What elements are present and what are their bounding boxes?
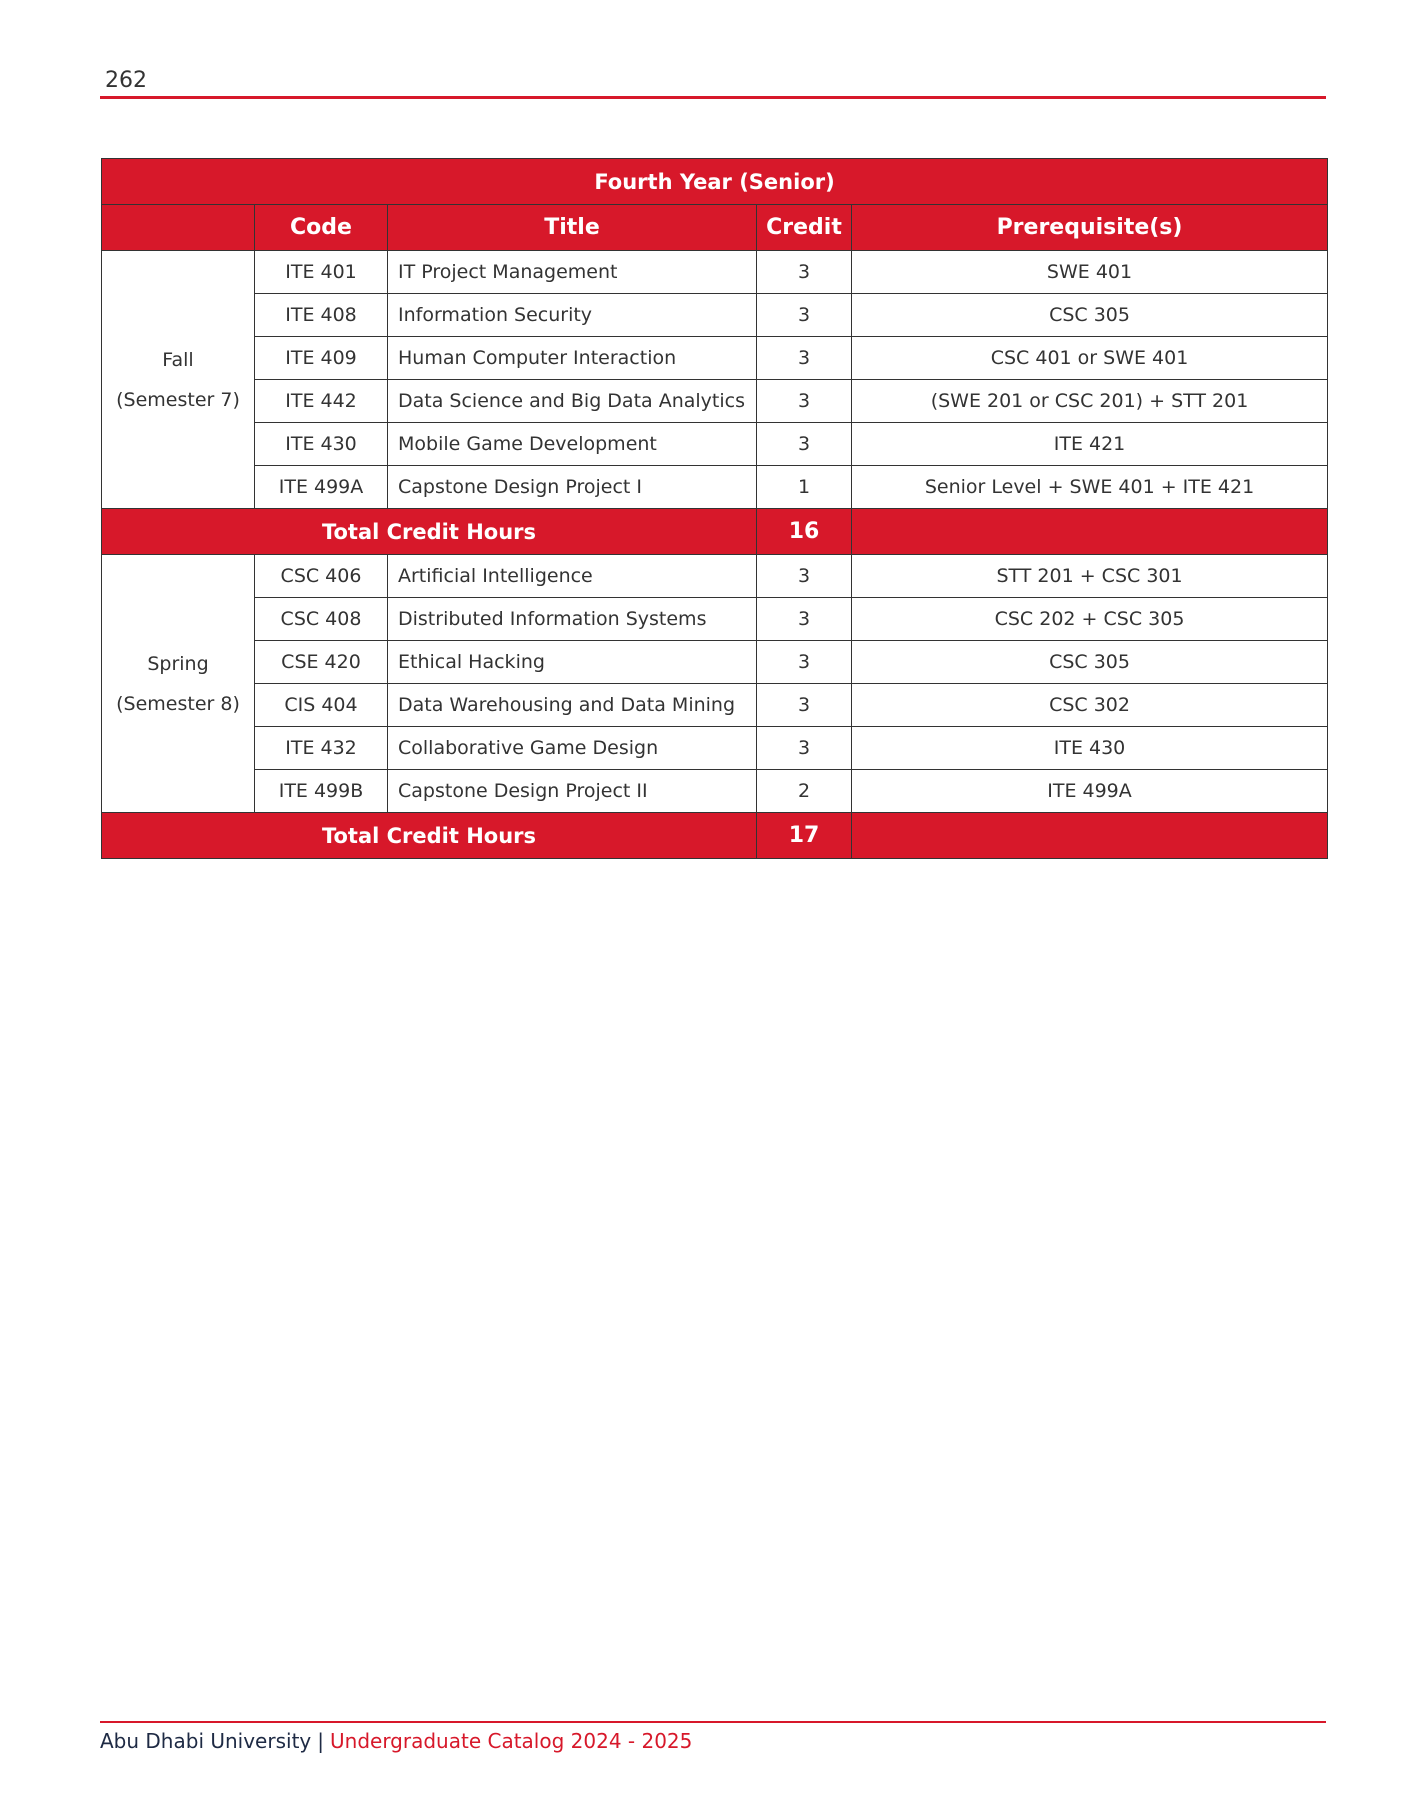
course-credit: 3 — [757, 684, 852, 727]
total-credit-label: Total Credit Hours — [102, 813, 757, 859]
course-title: Distributed Information Systems — [388, 598, 757, 641]
table-row — [102, 337, 1328, 380]
semester-label: (Semester 8) — [116, 692, 240, 715]
total-row — [102, 509, 1328, 555]
course-title: Capstone Design Project II — [388, 770, 757, 813]
table-row — [102, 684, 1328, 727]
footer-catalog: Undergraduate Catalog 2024 - 2025 — [330, 1729, 693, 1753]
header-title: Title — [388, 205, 757, 251]
table-row — [102, 294, 1328, 337]
table-row — [102, 423, 1328, 466]
table-row — [102, 770, 1328, 813]
course-code: ITE 401 — [255, 251, 388, 294]
course-title: Collaborative Game Design — [388, 727, 757, 770]
table-row — [102, 251, 1328, 294]
course-prerequisites: ITE 421 — [852, 423, 1328, 466]
course-prerequisites: Senior Level + SWE 401 + ITE 421 — [852, 466, 1328, 509]
course-title: Information Security — [388, 294, 757, 337]
course-prerequisites: SWE 401 — [852, 251, 1328, 294]
footer-separator: | — [317, 1729, 324, 1753]
course-code: ITE 430 — [255, 423, 388, 466]
total-credit-label: Total Credit Hours — [102, 509, 757, 555]
course-code: ITE 499B — [255, 770, 388, 813]
course-credit: 3 — [757, 598, 852, 641]
course-code: CSC 408 — [255, 598, 388, 641]
course-title: Artificial Intelligence — [388, 555, 757, 598]
semester-cell — [102, 251, 255, 509]
course-credit: 3 — [757, 727, 852, 770]
course-prerequisites: ITE 430 — [852, 727, 1328, 770]
course-title: Data Science and Big Data Analytics — [388, 380, 757, 423]
course-code: ITE 499A — [255, 466, 388, 509]
header-prerequisites: Prerequisite(s) — [852, 205, 1328, 251]
course-title: Mobile Game Development — [388, 423, 757, 466]
page-number: 262 — [105, 68, 147, 93]
course-title: Capstone Design Project I — [388, 466, 757, 509]
study-plan-body — [102, 251, 1328, 859]
course-credit: 3 — [757, 294, 852, 337]
course-code: ITE 409 — [255, 337, 388, 380]
table-row — [102, 727, 1328, 770]
course-prerequisites: CSC 401 or SWE 401 — [852, 337, 1328, 380]
course-credit: 3 — [757, 423, 852, 466]
header-semester — [102, 205, 255, 251]
course-title: Human Computer Interaction — [388, 337, 757, 380]
course-code: ITE 432 — [255, 727, 388, 770]
table-row — [102, 466, 1328, 509]
course-credit: 1 — [757, 466, 852, 509]
footer-rule — [100, 1721, 1326, 1723]
course-prerequisites: (SWE 201 or CSC 201) + STT 201 — [852, 380, 1328, 423]
header-credit: Credit — [757, 205, 852, 251]
course-prerequisites: ITE 499A — [852, 770, 1328, 813]
course-credit: 3 — [757, 555, 852, 598]
course-prerequisites: CSC 305 — [852, 641, 1328, 684]
course-code: CSC 406 — [255, 555, 388, 598]
footer-organization: Abu Dhabi University — [100, 1729, 312, 1753]
course-code: CSE 420 — [255, 641, 388, 684]
semester-name: Spring — [147, 652, 209, 675]
course-title: Ethical Hacking — [388, 641, 757, 684]
course-prerequisites: CSC 202 + CSC 305 — [852, 598, 1328, 641]
course-prerequisites: STT 201 + CSC 301 — [852, 555, 1328, 598]
table-row — [102, 380, 1328, 423]
course-code: CIS 404 — [255, 684, 388, 727]
course-credit: 3 — [757, 251, 852, 294]
study-plan-table — [101, 158, 1328, 859]
total-credit-blank — [852, 509, 1328, 555]
total-credit-value: 16 — [757, 509, 852, 555]
header-code: Code — [255, 205, 388, 251]
course-code: ITE 408 — [255, 294, 388, 337]
course-prerequisites: CSC 302 — [852, 684, 1328, 727]
course-code: ITE 442 — [255, 380, 388, 423]
year-title: Fourth Year (Senior) — [102, 159, 1328, 205]
header-rule — [100, 96, 1326, 99]
course-title: Data Warehousing and Data Mining — [388, 684, 757, 727]
total-credit-value: 17 — [757, 813, 852, 859]
course-prerequisites: CSC 305 — [852, 294, 1328, 337]
course-credit: 3 — [757, 641, 852, 684]
semester-cell — [102, 555, 255, 813]
table-row — [102, 555, 1328, 598]
footer — [100, 1729, 692, 1753]
table-row — [102, 641, 1328, 684]
course-credit: 2 — [757, 770, 852, 813]
table-row — [102, 598, 1328, 641]
course-title: IT Project Management — [388, 251, 757, 294]
total-credit-blank — [852, 813, 1328, 859]
course-credit: 3 — [757, 337, 852, 380]
course-credit: 3 — [757, 380, 852, 423]
semester-name: Fall — [162, 348, 194, 371]
semester-label: (Semester 7) — [116, 388, 240, 411]
total-row — [102, 813, 1328, 859]
